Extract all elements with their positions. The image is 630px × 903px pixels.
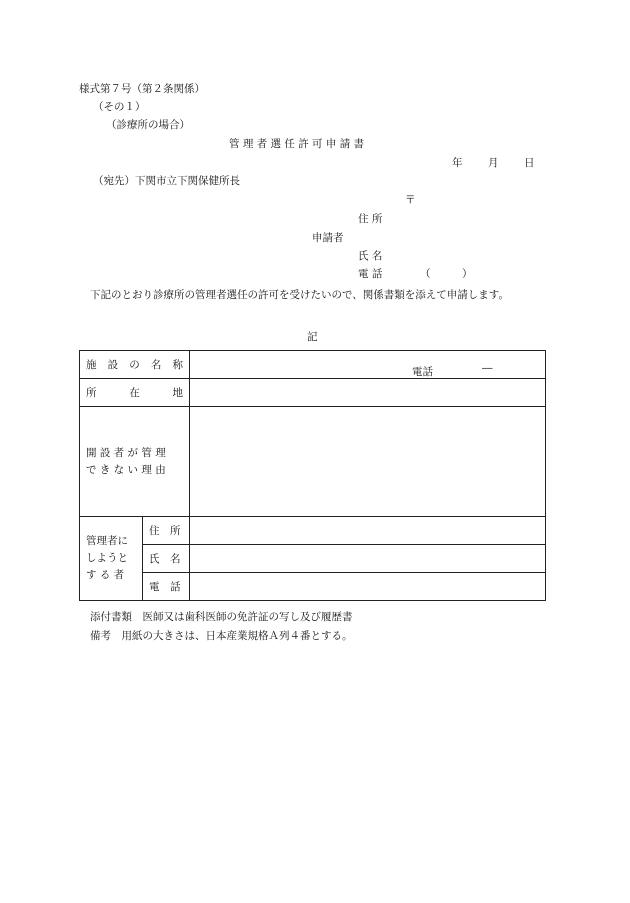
form-number: 様式第７号（第２条関係）	[79, 83, 205, 95]
facility-name-char-3: の	[129, 359, 140, 371]
facility-name-label-cell	[80, 351, 190, 379]
manager-address-row	[80, 517, 546, 545]
manager-name-label: 氏 名	[143, 545, 190, 573]
date-day: 日	[524, 157, 535, 169]
manager-address-field[interactable]	[190, 517, 546, 545]
reason-label-cell	[80, 407, 190, 517]
addressee: （宛先）下関市立下関保健所長	[93, 175, 240, 187]
manager-phone-label: 電 話	[143, 573, 190, 601]
reason-label-line1: 開 設 者 が 管 理	[86, 446, 166, 459]
date-year: 年	[452, 157, 463, 169]
location-char-2: 在	[129, 387, 140, 399]
facility-name-char-4: 名	[150, 359, 162, 371]
manager-name-field[interactable]	[190, 545, 546, 573]
application-table	[79, 350, 546, 601]
location-label-cell	[80, 379, 190, 407]
facility-phone-dash: ―	[482, 362, 493, 374]
facility-name-char-2: 設	[107, 359, 119, 371]
location-char-1: 所	[86, 387, 97, 399]
manager-phone-field[interactable]	[190, 573, 546, 601]
manager-label-cell	[80, 517, 143, 601]
manager-name-row	[80, 545, 546, 573]
reason-field[interactable]	[190, 407, 546, 517]
document-title: 管 理 者 選 任 許 可 申 請 書	[229, 138, 365, 150]
facility-phone-label: 電話	[412, 366, 433, 378]
applicant-label: 申請者	[312, 232, 344, 244]
manager-label-line3: す る 者	[86, 569, 125, 581]
application-statement: 下記のとおり診療所の管理者選任の許可を受けたいので、関係書類を添えて申請します。	[90, 289, 509, 301]
facility-name-char-1: 施	[86, 359, 97, 371]
facility-name-char-5: 称	[172, 359, 183, 371]
manager-address-label: 住 所	[143, 517, 190, 545]
manager-phone-row	[80, 573, 546, 601]
location-row	[80, 379, 546, 407]
facility-name-row	[80, 351, 546, 379]
remarks-note: 備考 用紙の大きさは、日本産業規格Ａ列４番とする。	[90, 630, 353, 642]
applicant-phone-label: 電 話	[358, 268, 383, 280]
applicant-name-label: 氏 名	[358, 250, 383, 262]
postal-mark: 〒	[405, 194, 416, 206]
reason-row	[80, 407, 546, 517]
ki-heading: 記	[307, 331, 318, 343]
facility-name-field[interactable]	[190, 351, 546, 379]
manager-label-line2: しようと	[86, 552, 128, 564]
date-month: 月	[488, 157, 499, 169]
reason-label-line2: で き な い 理 由	[86, 463, 166, 476]
form-case: （診療所の場合）	[106, 119, 190, 131]
manager-label-line1: 管理者に	[86, 535, 128, 547]
location-field[interactable]	[190, 379, 546, 407]
applicant-address-label: 住 所	[358, 213, 383, 225]
attachments-note: 添付書類 医師又は歯科医師の免許証の写し及び履歴書	[90, 611, 353, 623]
applicant-phone-parens: （ ）	[420, 268, 473, 280]
form-sub-number: （その１）	[93, 101, 146, 113]
location-char-3: 地	[172, 387, 183, 399]
